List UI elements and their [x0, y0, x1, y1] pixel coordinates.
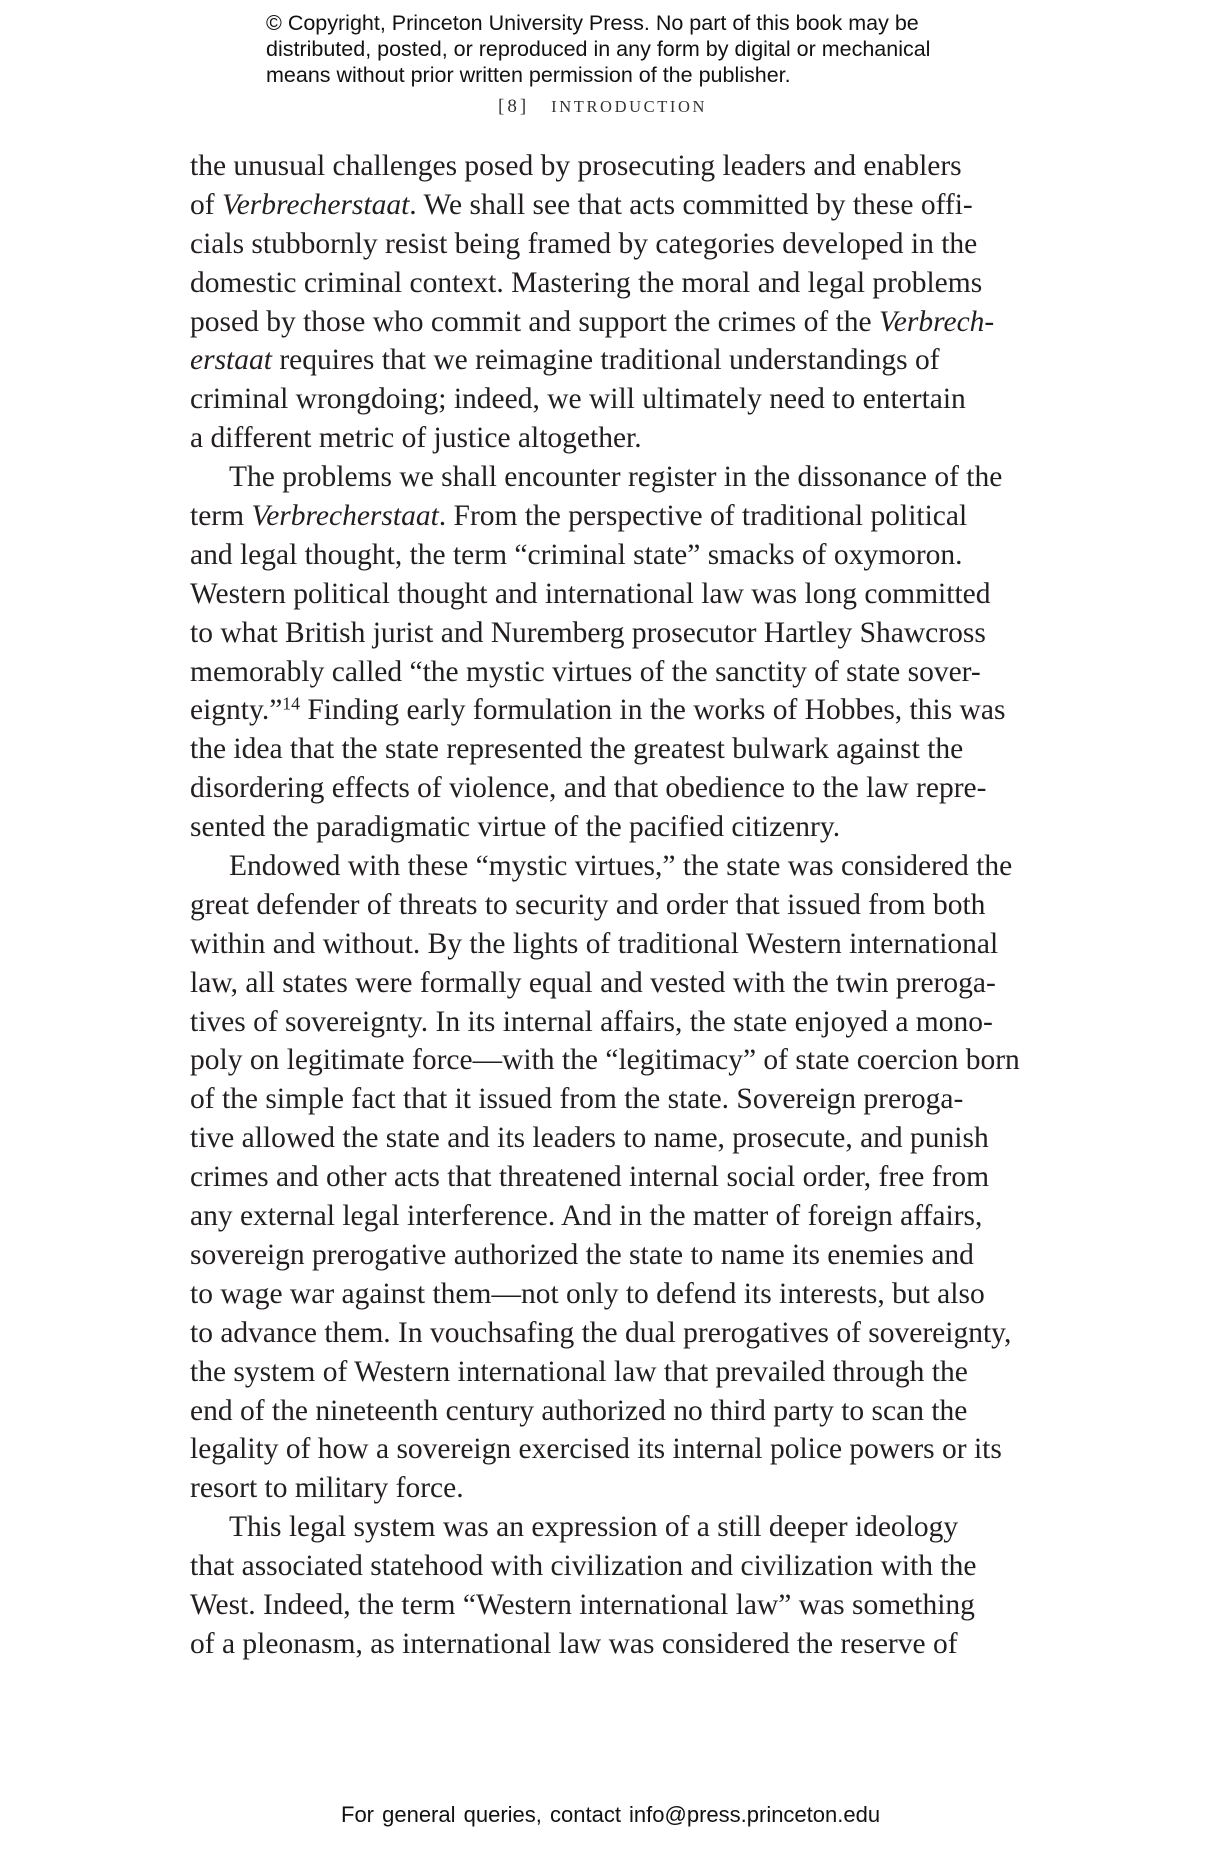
text-segment: and legal thought, the term “criminal state” smacks of oxymoron.	[190, 538, 963, 571]
text-segment: of	[190, 188, 222, 221]
text-segment: This legal system was an expression of a still deeper ideology	[229, 1511, 959, 1544]
text-line	[190, 341, 1058, 380]
italic-term: Verbrecherstaat	[251, 500, 439, 533]
text-line	[190, 1353, 1058, 1392]
text-line	[190, 925, 1058, 964]
running-head	[498, 95, 707, 119]
text-line	[190, 886, 1058, 925]
page-number: [8]	[498, 96, 530, 117]
text-line	[190, 1469, 1058, 1508]
text-segment: poly on legitimate force—with the “legitimacy” of state coercion born	[190, 1044, 1020, 1077]
text-line	[190, 575, 1058, 614]
text-line	[190, 730, 1058, 769]
italic-term: Verbrecherstaat	[221, 188, 410, 221]
text-segment: of the simple fact that it issued from the state. Sovereign preroga-	[190, 1083, 964, 1116]
text-segment: law, all states were formally equal and vested with the twin preroga-	[190, 966, 996, 999]
paragraph	[190, 1508, 1058, 1664]
text-line	[190, 536, 1058, 575]
text-line	[190, 1314, 1058, 1353]
text-segment: end of the nineteenth century authorized no third party to scan the	[190, 1394, 968, 1427]
text-segment: disordering effects of violence, and that obedience to the law repre-	[190, 772, 987, 805]
text-line	[190, 1197, 1058, 1236]
text-line	[190, 380, 1058, 419]
text-line	[190, 1003, 1058, 1042]
text-line	[190, 769, 1058, 808]
copyright-line: © Copyright, Princeton University Press. No part of this book may be	[266, 11, 919, 35]
text-line	[190, 847, 1058, 886]
text-segment: that associated statehood with civilization and civilization with the	[190, 1550, 977, 1583]
text-segment: . From the perspective of traditional political	[438, 500, 968, 533]
text-segment: tive allowed the state and its leaders to name, prosecute, and punish	[190, 1122, 989, 1155]
text-segment: requires that we reimagine traditional understandings of	[271, 344, 940, 377]
contact-footer: For general queries, contact info@press.princeton.edu	[341, 1802, 881, 1827]
text-segment: West. Indeed, the term “Western international law” was something	[190, 1588, 975, 1621]
footnote-reference[interactable]: 14	[282, 693, 300, 714]
text-line	[190, 1392, 1058, 1431]
text-line	[190, 1508, 1058, 1547]
text-segment: criminal wrongdoing; indeed, we will ultimately need to entertain	[190, 383, 966, 416]
text-segment: domestic criminal context. Mastering the moral and legal problems	[190, 266, 983, 299]
text-line	[190, 186, 1058, 225]
text-segment: term	[190, 500, 252, 533]
paragraph	[190, 458, 1058, 847]
text-line	[190, 1158, 1058, 1197]
text-line	[190, 147, 1058, 186]
text-line	[190, 1275, 1058, 1314]
text-segment: any external legal interference. And in the matter of foreign affairs,	[190, 1200, 983, 1233]
text-line	[190, 458, 1058, 497]
text-segment: great defender of threats to security and order that issued from both	[190, 888, 986, 921]
text-line	[190, 1586, 1058, 1625]
text-segment: to what British jurist and Nuremberg prosecutor Hartley Shawcross	[190, 616, 986, 649]
text-segment: tives of sovereignty. In its internal affairs, the state enjoyed a mono-	[190, 1005, 993, 1038]
italic-term: Verbrech-	[879, 305, 995, 338]
italic-term: erstaat	[190, 344, 272, 377]
text-segment: legality of how a sovereign exercised its internal police powers or its	[190, 1433, 1002, 1466]
text-line	[190, 808, 1058, 847]
paragraph	[190, 847, 1058, 1508]
text-segment: Western political thought and international law was long committed	[190, 577, 991, 610]
text-line	[190, 419, 1058, 458]
text-line	[190, 614, 1058, 653]
text-segment: crimes and other acts that threatened internal social order, free from	[190, 1161, 990, 1194]
text-segment: memorably called “the mystic virtues of the sanctity of state sover-	[190, 655, 981, 688]
copyright-line: means without prior written permission of the publisher.	[266, 63, 791, 87]
text-line	[190, 1080, 1058, 1119]
paragraph	[190, 147, 1058, 458]
text-segment: eignty.”	[190, 694, 283, 727]
text-segment: a different metric of justice altogether.	[190, 422, 642, 455]
text-line	[190, 225, 1058, 264]
text-line	[190, 497, 1058, 536]
text-line	[190, 1041, 1058, 1080]
text-line	[190, 1119, 1058, 1158]
copyright-notice	[266, 10, 966, 88]
copyright-line: distributed, posted, or reproduced in any form by digital or mechanical	[266, 37, 931, 61]
text-segment: resort to military force.	[190, 1472, 464, 1505]
text-line	[190, 303, 1058, 342]
text-segment: to advance them. In vouchsafing the dual prerogatives of sovereignty,	[190, 1316, 1012, 1349]
text-segment: Endowed with these “mystic virtues,” the state was considered the	[229, 850, 1013, 883]
text-segment: The problems we shall encounter register in the dissonance of the	[229, 461, 1003, 494]
text-line	[190, 1547, 1058, 1586]
text-segment: sented the paradigmatic virtue of the pacified citizenry.	[190, 811, 841, 844]
text-segment: sovereign prerogative authorized the state to name its enemies and	[190, 1238, 974, 1271]
text-segment: of a pleonasm, as international law was considered the reserve of	[190, 1627, 958, 1660]
text-line	[190, 653, 1058, 692]
text-line	[190, 1430, 1058, 1469]
text-line	[190, 1625, 1058, 1664]
text-line	[190, 964, 1058, 1003]
text-segment: posed by those who commit and support the crimes of the	[190, 305, 880, 338]
text-segment: the idea that the state represented the greatest bulwark against the	[190, 733, 964, 766]
text-segment: within and without. By the lights of traditional Western international	[190, 927, 999, 960]
text-segment: the system of Western international law that prevailed through the	[190, 1355, 968, 1388]
text-line	[190, 264, 1058, 303]
text-line	[190, 1236, 1058, 1275]
section-title: INTRODUCTION	[551, 97, 708, 116]
text-segment: . We shall see that acts committed by these offi-	[409, 188, 973, 221]
text-segment: to wage war against them—not only to defend its interests, but also	[190, 1277, 985, 1310]
text-segment: cials stubbornly resist being framed by categories developed in the	[190, 227, 978, 260]
text-segment: the unusual challenges posed by prosecuting leaders and enablers	[190, 150, 962, 182]
text-line	[190, 691, 1058, 730]
body-text	[190, 147, 1058, 1664]
text-segment: Finding early formulation in the works of Hobbes, this was	[299, 694, 1006, 727]
